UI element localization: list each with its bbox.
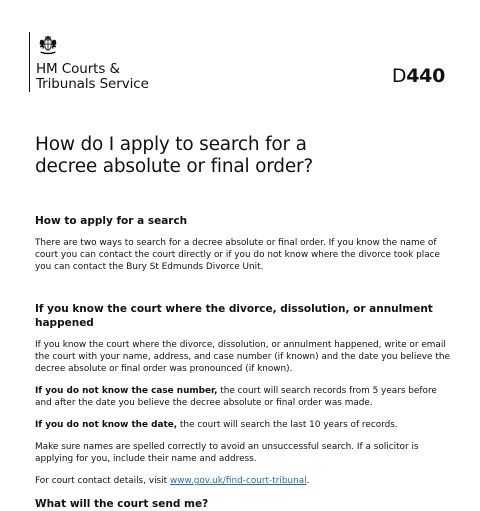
page-title — [35, 134, 435, 178]
form-code-prefix: D — [391, 65, 407, 87]
case-number-bold: If you do not know the case number, — [35, 386, 218, 396]
section-heading-how-to-apply: How to apply for a search — [35, 215, 188, 227]
contact-suffix: . — [306, 476, 310, 486]
organisation-name — [36, 62, 149, 92]
find-court-link[interactable]: www.gov.uk/find-court-tribunal — [169, 476, 307, 486]
org-name-line-1: HM Courts & — [36, 61, 120, 77]
case-number-text: the court will search records from 5 years before and after the date you believe the decree absolute or final order was made. — [35, 386, 437, 408]
form-code-number: 440 — [406, 65, 445, 87]
hmcts-logo — [29, 32, 149, 92]
section-paragraph: If you know the court where the divorce, dissolution, or annulment happened, write or email the court with your name, address, and case number (if known) and the date you believe the decree absolute or final order was pronounced (if known). — [35, 340, 450, 374]
title-line-1: How do I apply to search for a — [35, 134, 307, 155]
date-bold: If you do not know the date, — [35, 420, 178, 430]
section-heading-known-court: If you know the court where the divorce, dissolution, or annulment happened — [35, 303, 433, 329]
form-code — [392, 65, 445, 87]
title-line-2: decree absolute or final order? — [35, 156, 314, 177]
date-text: the court will search the last 10 years of records. — [177, 420, 398, 430]
contact-details-paragraph — [35, 475, 455, 487]
date-paragraph — [35, 419, 455, 431]
section-paragraph: Make sure names are spelled correctly to avoid an unsuccessful search. If a solicitor is applying for you, include their name and address. — [35, 442, 419, 464]
document-body — [35, 214, 455, 511]
royal-coat-of-arms-icon — [37, 34, 59, 56]
section-paragraph: There are two ways to search for a decree absolute or final order. If you know the name of court you can contact the court directly or if you do not know where the divorce took place you can contact the Bury St Edmunds Divorce Unit. — [35, 238, 440, 272]
contact-prefix: For court contact details, visit — [35, 476, 170, 486]
section-heading-what-will-court-send: What will the court send me? — [35, 498, 209, 510]
org-name-line-2: Tribunals Service — [36, 76, 149, 92]
case-number-paragraph — [35, 385, 455, 409]
